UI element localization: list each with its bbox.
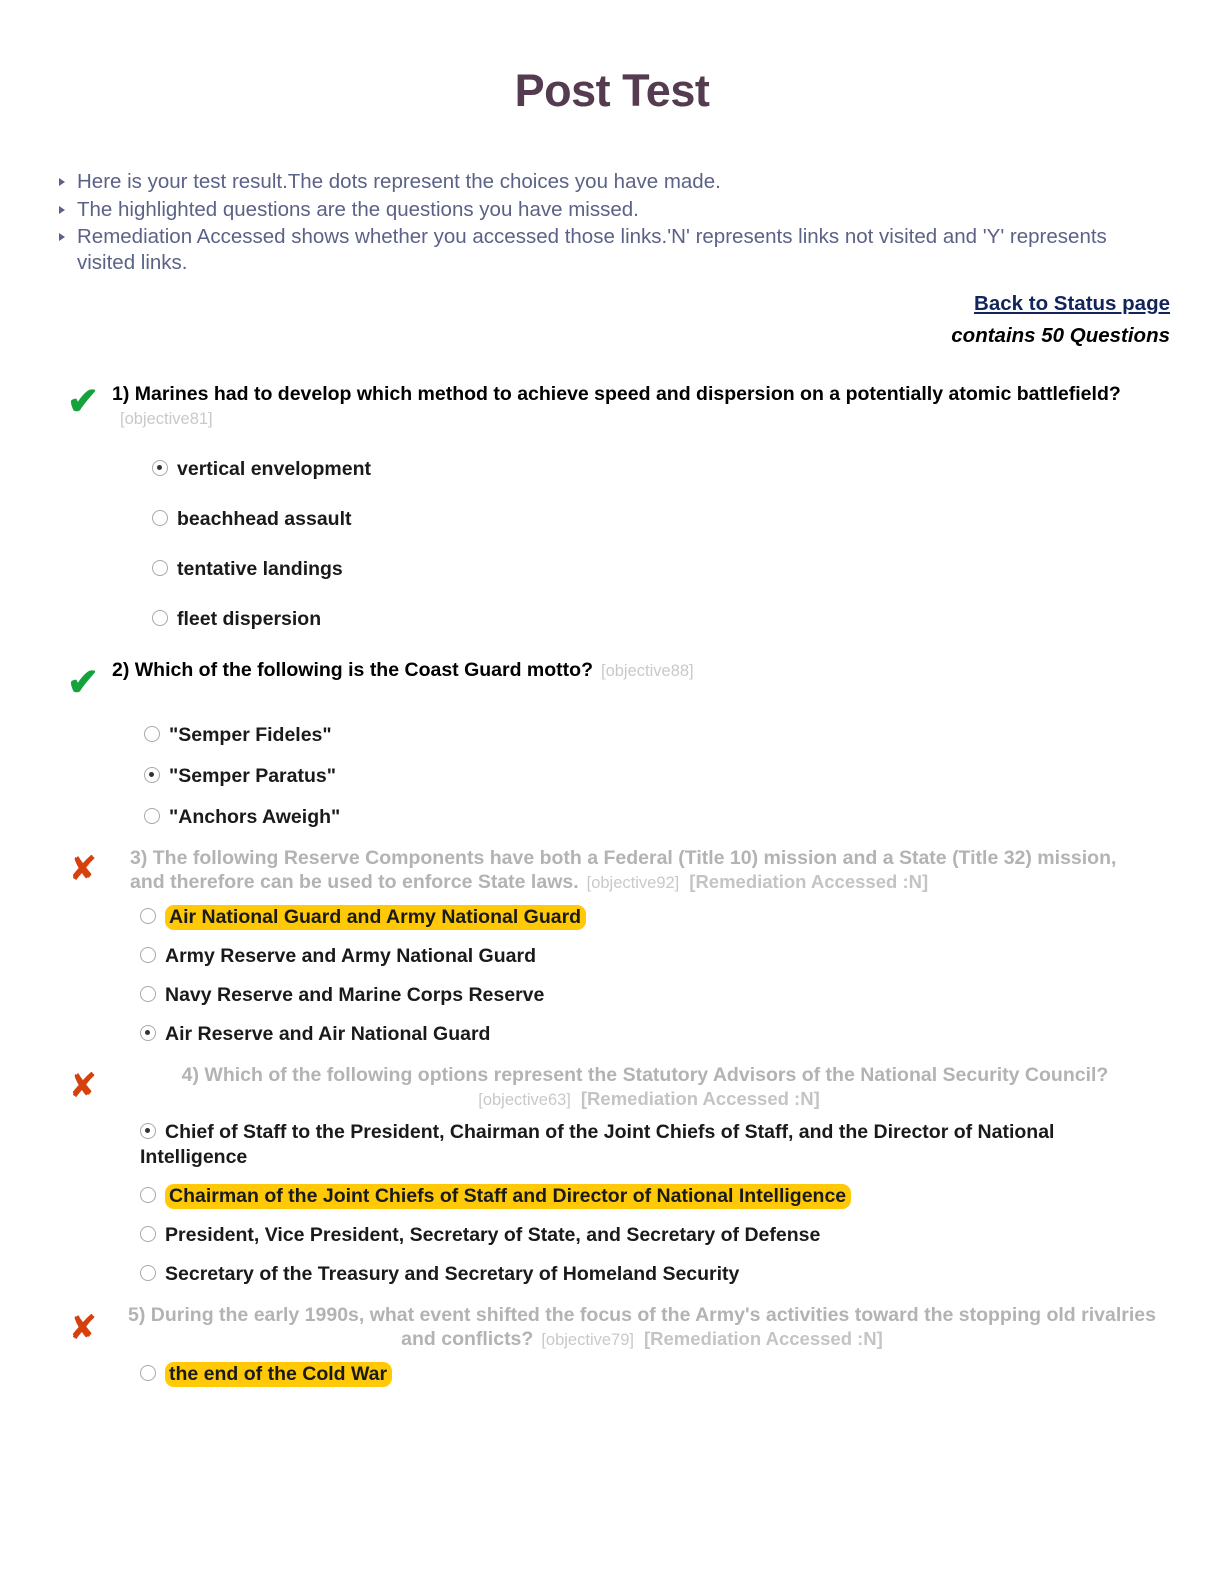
radio-button[interactable] <box>140 1265 156 1281</box>
option-group <box>144 723 1170 830</box>
option-row[interactable] <box>140 1362 1170 1387</box>
option-label: Air Reserve and Air National Guard <box>165 1023 491 1045</box>
incorrect-cross-icon: ✘ <box>68 1066 98 1106</box>
option-label: "Semper Paratus" <box>169 765 336 787</box>
option-label: Secretary of the Treasury and Secretary of Homeland Security <box>165 1263 740 1285</box>
back-to-status-page-link[interactable]: Back to Status page <box>974 292 1170 315</box>
intro-bullet-item <box>54 197 1170 223</box>
option-label: "Anchors Aweigh" <box>169 806 341 828</box>
option-row[interactable] <box>144 723 1170 748</box>
option-label: Army Reserve and Army National Guard <box>165 945 536 967</box>
page-title: Post Test <box>514 65 710 116</box>
radio-button-selected[interactable] <box>152 460 168 476</box>
option-label: Chief of Staff to the President, Chairman of the Joint Chiefs of Staff, and the Director of National Intelligence <box>140 1121 1055 1168</box>
question-block <box>54 658 1170 830</box>
question-block <box>54 382 1170 632</box>
correct-check-icon: ✔ <box>67 381 99 423</box>
option-row[interactable] <box>152 607 1170 632</box>
radio-button[interactable] <box>140 1187 156 1203</box>
option-row[interactable] <box>140 1120 1060 1170</box>
option-row[interactable] <box>140 1022 1170 1047</box>
intro-bullet-text: Remediation Accessed shows whether you accessed those links.'N' represents links not visited and 'Y' represents visited links. <box>77 225 1107 274</box>
intro-bullet-text: Here is your test result.The dots represent the choices you have made. <box>77 170 721 193</box>
question-text <box>130 1063 1160 1112</box>
option-label: President, Vice President, Secretary of State, and Secretary of Defense <box>165 1224 821 1246</box>
radio-button[interactable] <box>152 510 168 526</box>
option-label: tentative landings <box>177 558 343 580</box>
questions-list <box>54 382 1170 1387</box>
option-row[interactable] <box>140 1223 1060 1248</box>
option-group <box>140 1120 1060 1287</box>
option-label-highlighted: Air National Guard and Army National Guard <box>165 905 586 930</box>
intro-bullet-item <box>54 224 1170 275</box>
question-prompt: 3) The following Reserve Components have both a Federal (Title 10) mission and a State (Title 32) mission, and therefore can be used to enforce State laws. <box>130 847 1117 893</box>
option-label: vertical envelopment <box>177 458 371 480</box>
question-prompt: 4) Which of the following options represent the Statutory Advisors of the National Security Council? <box>181 1064 1109 1086</box>
option-row[interactable] <box>140 944 1170 969</box>
radio-button[interactable] <box>140 1365 156 1381</box>
option-row[interactable] <box>152 557 1170 582</box>
radio-button[interactable] <box>144 726 160 742</box>
header-links-block <box>54 292 1170 348</box>
radio-button[interactable] <box>140 986 156 1002</box>
question-prompt: 2) Which of the following is the Coast Guard motto? <box>112 659 593 681</box>
radio-button[interactable] <box>140 1226 156 1242</box>
option-label: "Semper Fideles" <box>169 724 332 746</box>
remediation-tag: [Remediation Accessed :N] <box>643 1328 883 1349</box>
question-text <box>112 658 1170 683</box>
option-label-highlighted: the end of the Cold War <box>165 1362 392 1387</box>
option-row[interactable] <box>140 1262 1060 1287</box>
question-text <box>130 846 1140 895</box>
objective-tag: [objective88] <box>600 662 694 680</box>
option-row[interactable] <box>140 905 1170 930</box>
question-block <box>54 1063 1170 1287</box>
bullet-triangle-icon <box>59 233 65 241</box>
option-label: beachhead assault <box>177 508 352 530</box>
objective-tag: [objective92] <box>586 874 680 892</box>
option-row[interactable] <box>140 983 1170 1008</box>
option-label-highlighted: Chairman of the Joint Chiefs of Staff and Director of National Intelligence <box>165 1184 851 1209</box>
correct-check-icon: ✔ <box>67 662 99 704</box>
remediation-tag: [Remediation Accessed :N] <box>689 871 929 892</box>
radio-button-selected[interactable] <box>140 1025 156 1041</box>
radio-button-selected[interactable] <box>140 1123 156 1139</box>
option-row[interactable] <box>140 1184 1060 1209</box>
radio-button[interactable] <box>144 808 160 824</box>
question-text <box>120 1303 1164 1352</box>
incorrect-cross-icon: ✘ <box>68 849 98 889</box>
radio-button[interactable] <box>152 560 168 576</box>
question-prompt: 5) During the early 1990s, what event shifted the focus of the Army's activities toward the stopping old rivalries and conflicts? <box>128 1304 1156 1350</box>
option-row[interactable] <box>144 805 1170 830</box>
objective-tag: [objective81] <box>120 410 213 428</box>
question-text <box>112 382 1170 431</box>
question-prompt: 1) Marines had to develop which method to achieve speed and dispersion on a potentially atomic battlefield? <box>112 383 1121 405</box>
question-block <box>54 846 1170 1047</box>
intro-bullet-list <box>54 169 1170 275</box>
option-group <box>140 1362 1170 1387</box>
option-row[interactable] <box>152 507 1170 532</box>
objective-tag: [objective63] <box>478 1091 571 1109</box>
option-label: Navy Reserve and Marine Corps Reserve <box>165 984 545 1006</box>
option-group <box>140 905 1170 1047</box>
radio-button[interactable] <box>152 610 168 626</box>
option-row[interactable] <box>152 457 1170 482</box>
radio-button[interactable] <box>140 947 156 963</box>
bullet-triangle-icon <box>59 178 65 186</box>
question-count-label: contains 50 Questions <box>951 324 1170 347</box>
bullet-triangle-icon <box>59 206 65 214</box>
incorrect-cross-icon: ✘ <box>68 1308 98 1348</box>
objective-tag: [objective79] <box>541 1331 634 1349</box>
option-row[interactable] <box>144 764 1170 789</box>
intro-bullet-item <box>54 169 1170 195</box>
option-group <box>152 457 1170 632</box>
remediation-tag: [Remediation Accessed :N] <box>580 1088 820 1109</box>
option-label: fleet dispersion <box>177 608 322 630</box>
question-block <box>54 1303 1170 1387</box>
radio-button-selected[interactable] <box>144 767 160 783</box>
intro-bullet-text: The highlighted questions are the questions you have missed. <box>77 197 639 221</box>
radio-button[interactable] <box>140 908 156 924</box>
